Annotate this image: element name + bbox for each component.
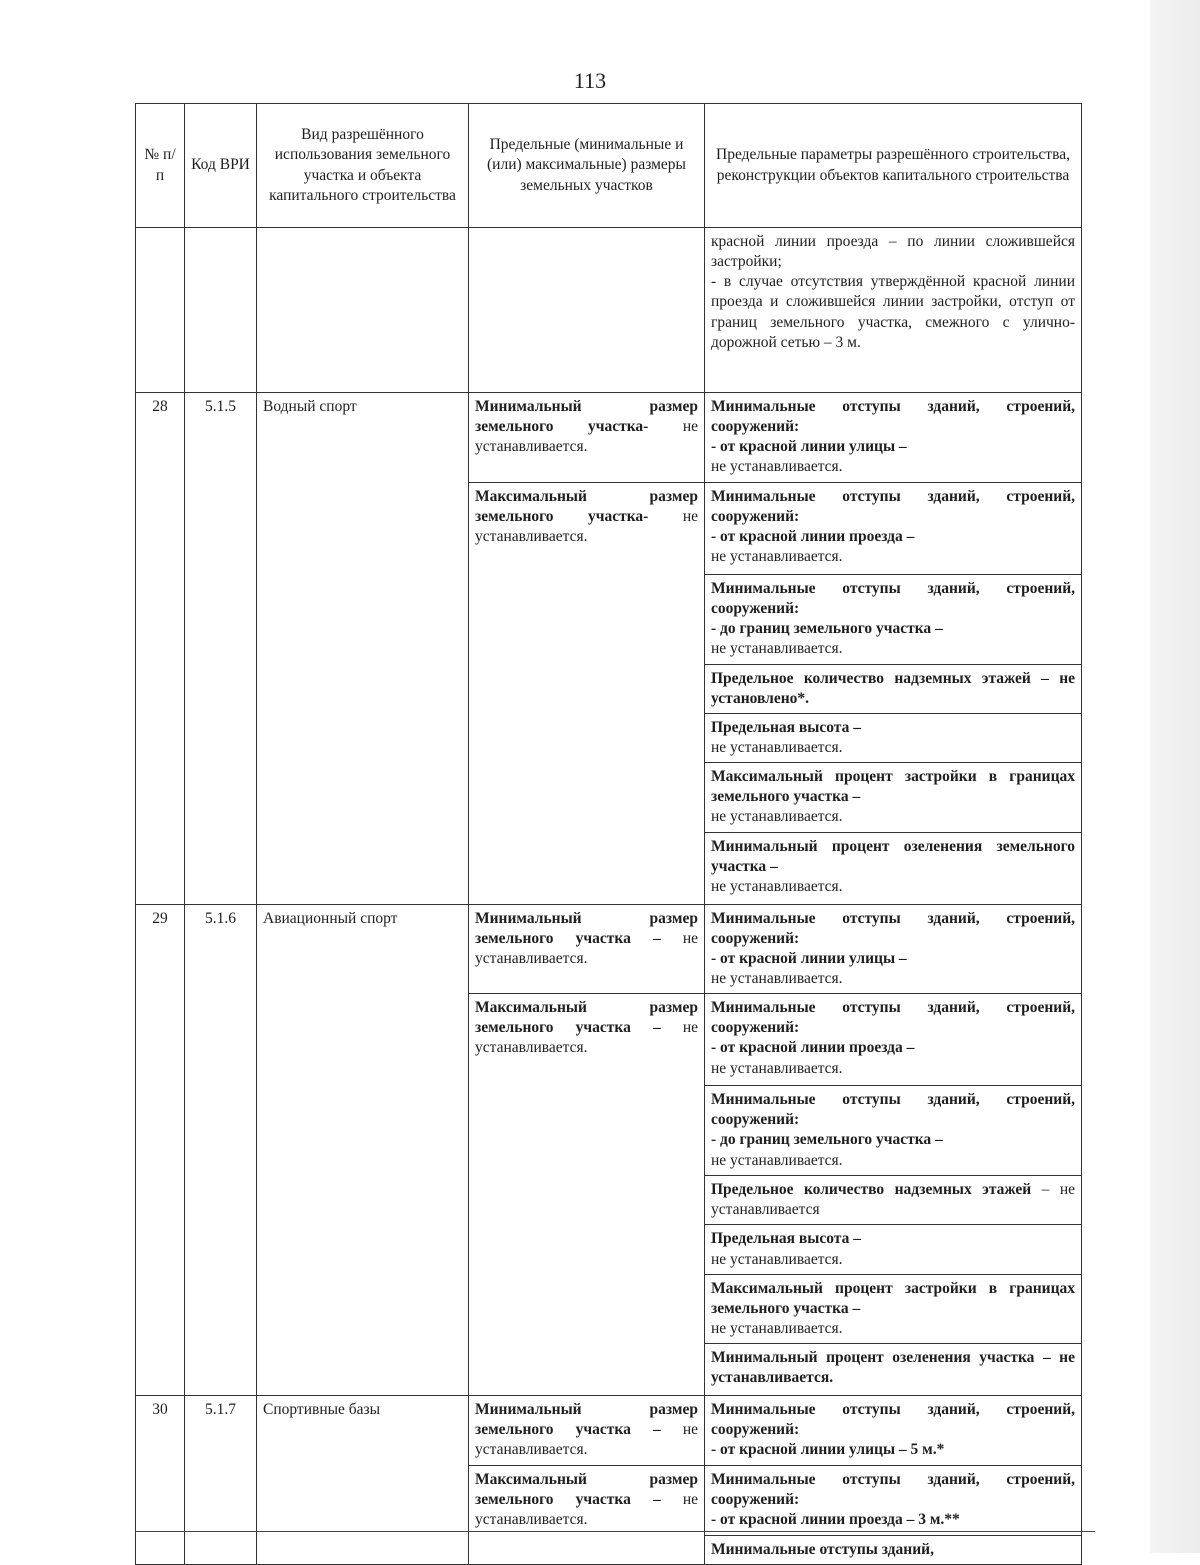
row-code: 5.1.6 [185,904,257,1396]
param-cell: Минимальные отступы зданий, [705,1535,1082,1564]
param-cell: Минимальные отступы зданий, строений, сооружений: - от красной линии улицы – не устанавливается. [705,904,1082,994]
page-number: 113 [573,68,607,93]
bottom-rule [135,1531,1095,1532]
param-cell: Предельная высота – не устанавливается. [705,1225,1082,1274]
row-vri-name: Авиационный спорт [257,904,469,1396]
param-cell: Минимальные отступы зданий, строений, сооружений: - от красной линии улицы – не устанавливается. [705,393,1082,483]
param-cell: Предельная высота – не устанавливается. [705,713,1082,762]
table-row-continuation [136,228,1082,393]
param-cell: Максимальный процент застройки в границах земельного участка – не устанавливается. [705,1274,1082,1343]
min-size-cell: Минимальный размер земельного участка – не устанавливается. [469,1396,705,1465]
table-row [136,904,1082,994]
row-num: 29 [136,904,185,1396]
header-sizes: Предельные (минимальные и (или) максимальные) размеры земельных участков [469,104,705,228]
table-row [136,393,1082,483]
row-num: 28 [136,393,185,905]
min-size-cell: Минимальный размер земельного участка- не устанавливается. [469,393,705,483]
param-cell: Минимальный процент озеленения земельного участка – не устанавливается. [705,832,1082,904]
row-num: 30 [136,1396,185,1565]
param-cell: Минимальные отступы зданий, строений, сооружений: - до границ земельного участка – не устанавливается. [705,1086,1082,1176]
param-cell: Предельное количество надземных этажей – не устанавливается [705,1176,1082,1225]
max-size-cell: Максимальный размер земельного участка – не устанавливается. [469,1465,705,1564]
continuation-params: красной линии проезда – по линии сложившейся застройки; - в случае отсутствия утверждённой красной линии проезда и сложившейся линии застройки, отступ от границ земельного участка, смежного с улично-дорожной сетью – 3 м. [705,228,1082,393]
header-num: № п/п [136,104,185,228]
param-cell: Минимальные отступы зданий, строений, сооружений: - от красной линии проезда – не устанавливается. [705,482,1082,574]
table-header-row [136,104,1082,228]
max-size-cell: Максимальный размер земельного участка- не устанавливается. [469,482,705,904]
min-size-cell: Минимальный размер земельного участка – не устанавливается. [469,904,705,994]
header-vri: Вид разрешённого использования земельного участка и объекта капитального строительства [257,104,469,228]
scan-edge-shade [1150,0,1200,1553]
row-vri-name: Водный спорт [257,393,469,905]
param-cell: Минимальный процент озеленения участка – не устанавливается. [705,1344,1082,1396]
header-params: Предельные параметры разрешённого строительства, реконструкции объектов капитального строительства [705,104,1082,228]
row-vri-name: Спортивные базы [257,1396,469,1565]
row-code: 5.1.7 [185,1396,257,1565]
param-cell: Максимальный процент застройки в границах земельного участка – не устанавливается. [705,763,1082,832]
param-cell: Минимальные отступы зданий, строений, сооружений: - от красной линии проезда – 3 м.** [705,1465,1082,1535]
header-code: Код ВРИ [185,104,257,228]
param-cell: Минимальные отступы зданий, строений, сооружений: - от красной линии проезда – не устанавливается. [705,994,1082,1086]
table-row [136,1396,1082,1465]
max-size-cell: Максимальный размер земельного участка – не устанавливается. [469,994,705,1396]
row-code: 5.1.5 [185,393,257,905]
param-cell: Минимальные отступы зданий, строений, сооружений: - до границ земельного участка – не устанавливается. [705,574,1082,664]
param-cell: Предельное количество надземных этажей – не установлено*. [705,664,1082,713]
regulations-table [135,103,1082,1565]
param-cell: Минимальные отступы зданий, строений, сооружений: - от красной линии улицы – 5 м.* [705,1396,1082,1465]
